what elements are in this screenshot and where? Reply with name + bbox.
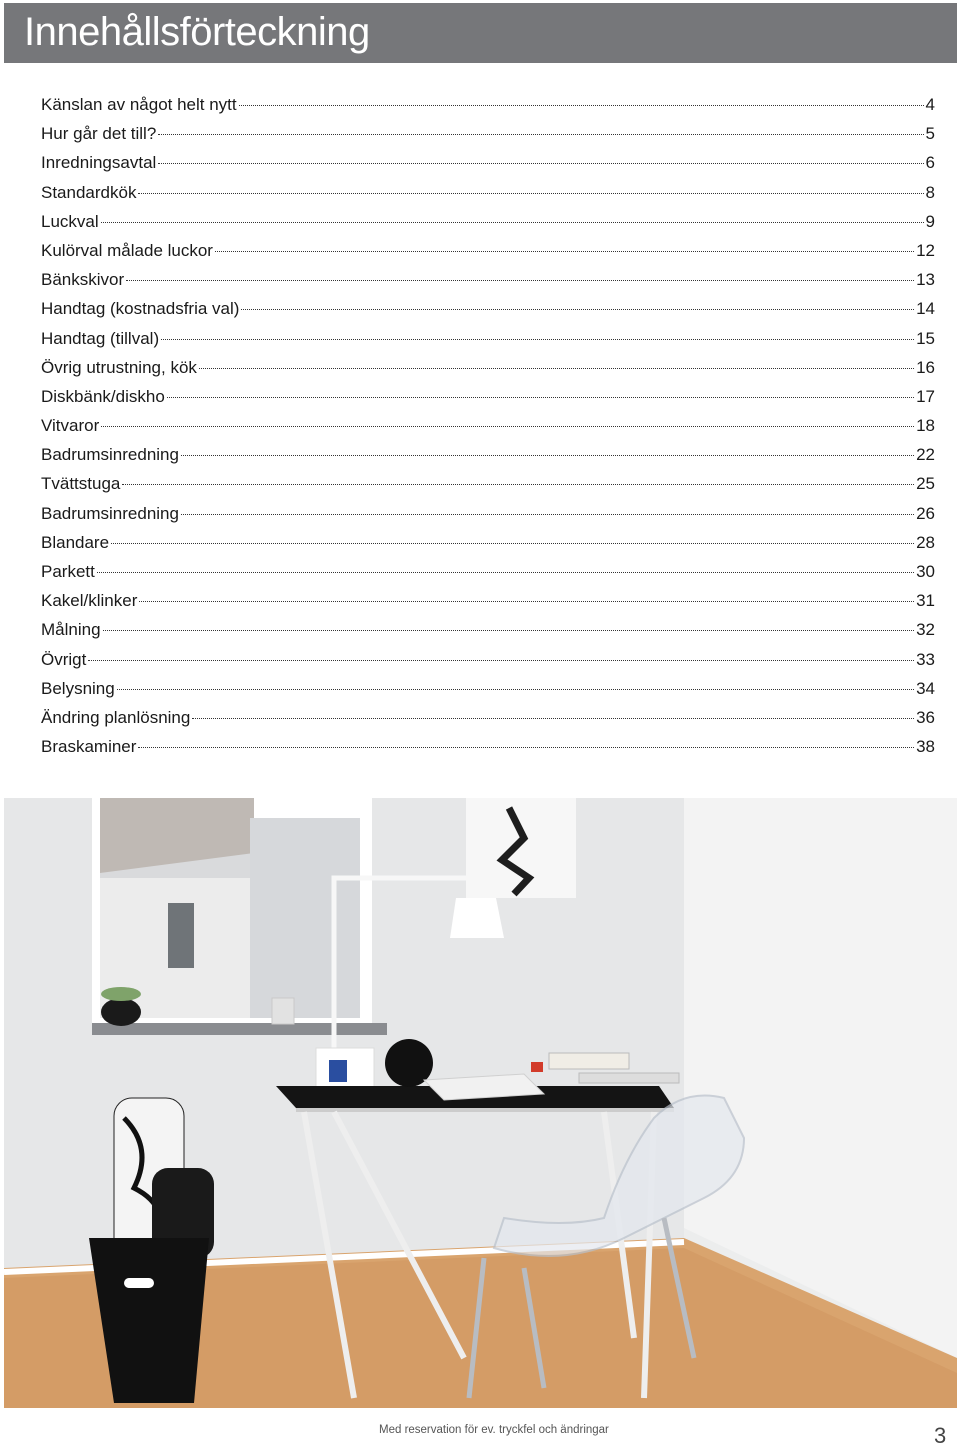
toc-entry-label: Standardkök xyxy=(41,182,137,202)
toc-entry[interactable] xyxy=(41,737,935,766)
toc-entry[interactable] xyxy=(41,416,935,445)
toc-entry-page: 12 xyxy=(916,240,935,260)
toc-leader-dots xyxy=(241,309,914,310)
toc-entry[interactable] xyxy=(41,708,935,737)
toc-entry-page: 28 xyxy=(916,532,935,552)
toc-leader-dots xyxy=(161,339,914,340)
toc-leader-dots xyxy=(167,397,914,398)
toc-leader-dots xyxy=(97,572,914,573)
toc-entry-label: Bänkskivor xyxy=(41,270,125,290)
toc-entry[interactable] xyxy=(41,124,935,153)
toc-entry-page: 14 xyxy=(916,299,935,319)
interior-photo xyxy=(4,798,957,1408)
toc-entry[interactable] xyxy=(41,329,935,358)
toc-entry-label: Braskaminer xyxy=(41,737,137,757)
toc-entry-page: 31 xyxy=(916,591,935,611)
toc-entry-page: 5 xyxy=(925,124,935,144)
toc-entry-label: Belysning xyxy=(41,678,115,698)
toc-leader-dots xyxy=(215,251,914,252)
toc-leader-dots xyxy=(101,426,914,427)
toc-entry-page: 4 xyxy=(925,95,935,114)
toc-entry-page: 6 xyxy=(925,153,935,173)
toc-entry-label: Handtag (tillval) xyxy=(41,328,160,348)
page-number: 3 xyxy=(934,1423,947,1448)
toc-entry[interactable] xyxy=(41,474,935,503)
toc-leader-dots xyxy=(88,660,914,661)
table-of-contents xyxy=(41,95,935,766)
toc-entry-page: 32 xyxy=(916,620,935,640)
toc-leader-dots xyxy=(158,163,923,164)
toc-entry[interactable] xyxy=(41,183,935,212)
toc-entry-label: Kakel/klinker xyxy=(41,591,138,611)
toc-entry[interactable] xyxy=(41,504,935,533)
toc-entry-page: 25 xyxy=(916,474,935,494)
toc-leader-dots xyxy=(139,601,914,602)
toc-leader-dots xyxy=(192,718,914,719)
footer-note: Med reservation för ev. tryckfel och ändringar xyxy=(379,1424,609,1436)
toc-entry-page: 36 xyxy=(916,707,935,727)
toc-leader-dots xyxy=(126,280,914,281)
toc-entry-page: 22 xyxy=(916,445,935,465)
toc-leader-dots xyxy=(101,222,924,223)
toc-entry-label: Hur går det till? xyxy=(41,124,157,144)
toc-entry[interactable] xyxy=(41,562,935,591)
toc-entry-page: 33 xyxy=(916,649,935,669)
toc-leader-dots xyxy=(138,193,923,194)
toc-entry-page: 38 xyxy=(916,737,935,757)
toc-entry[interactable] xyxy=(41,679,935,708)
toc-leader-dots xyxy=(103,630,915,631)
toc-leader-dots xyxy=(239,105,924,106)
toc-leader-dots xyxy=(138,747,914,748)
toc-entry[interactable] xyxy=(41,533,935,562)
toc-entry-page: 9 xyxy=(925,211,935,231)
toc-entry-label: Parkett xyxy=(41,562,95,581)
toc-entry-page: 13 xyxy=(916,270,935,290)
toc-entry-label: Luckval xyxy=(41,211,99,231)
toc-entry[interactable] xyxy=(41,620,935,649)
toc-leader-dots xyxy=(111,543,914,544)
toc-entry-page: 18 xyxy=(916,416,935,436)
toc-entry-label: Badrumsinredning xyxy=(41,503,179,523)
toc-entry-page: 30 xyxy=(916,562,935,581)
toc-entry-label: Handtag (kostnadsfria val) xyxy=(41,299,240,319)
toc-entry-label: Badrumsinredning xyxy=(41,445,179,465)
toc-entry-label: Övrigt xyxy=(41,649,87,669)
toc-entry[interactable] xyxy=(41,299,935,328)
header-bar xyxy=(4,3,957,63)
toc-entry-page: 17 xyxy=(916,386,935,406)
toc-leader-dots xyxy=(122,484,914,485)
toc-entry-label: Ändring planlösning xyxy=(41,707,191,727)
toc-entry[interactable] xyxy=(41,445,935,474)
toc-entry[interactable] xyxy=(41,212,935,241)
toc-entry-label: Kulörval målade luckor xyxy=(41,240,213,260)
toc-leader-dots xyxy=(117,689,914,690)
toc-entry-label: Övrig utrustning, kök xyxy=(41,357,197,377)
toc-entry[interactable] xyxy=(41,241,935,270)
toc-entry-label: Tvättstuga xyxy=(41,474,121,494)
toc-entry-label: Känslan av något helt nytt xyxy=(41,95,237,114)
toc-leader-dots xyxy=(181,514,914,515)
toc-entry-label: Blandare xyxy=(41,532,110,552)
toc-entry[interactable] xyxy=(41,95,935,124)
toc-entry-label: Målning xyxy=(41,620,101,640)
toc-entry-label: Diskbänk/diskho xyxy=(41,386,165,406)
toc-leader-dots xyxy=(199,368,914,369)
toc-entry-label: Vitvaror xyxy=(41,416,100,436)
toc-leader-dots xyxy=(181,455,914,456)
toc-entry[interactable] xyxy=(41,387,935,416)
toc-entry[interactable] xyxy=(41,153,935,182)
toc-entry-page: 15 xyxy=(916,328,935,348)
toc-entry[interactable] xyxy=(41,650,935,679)
toc-leader-dots xyxy=(158,134,923,135)
page-title: Innehållsförteckning xyxy=(24,10,370,54)
toc-entry-page: 16 xyxy=(916,357,935,377)
toc-entry[interactable] xyxy=(41,270,935,299)
toc-entry-page: 26 xyxy=(916,503,935,523)
toc-entry[interactable] xyxy=(41,358,935,387)
toc-entry-label: Inredningsavtal xyxy=(41,153,157,173)
toc-entry-page: 8 xyxy=(925,182,935,202)
toc-entry-page: 34 xyxy=(916,678,935,698)
toc-entry[interactable] xyxy=(41,591,935,620)
